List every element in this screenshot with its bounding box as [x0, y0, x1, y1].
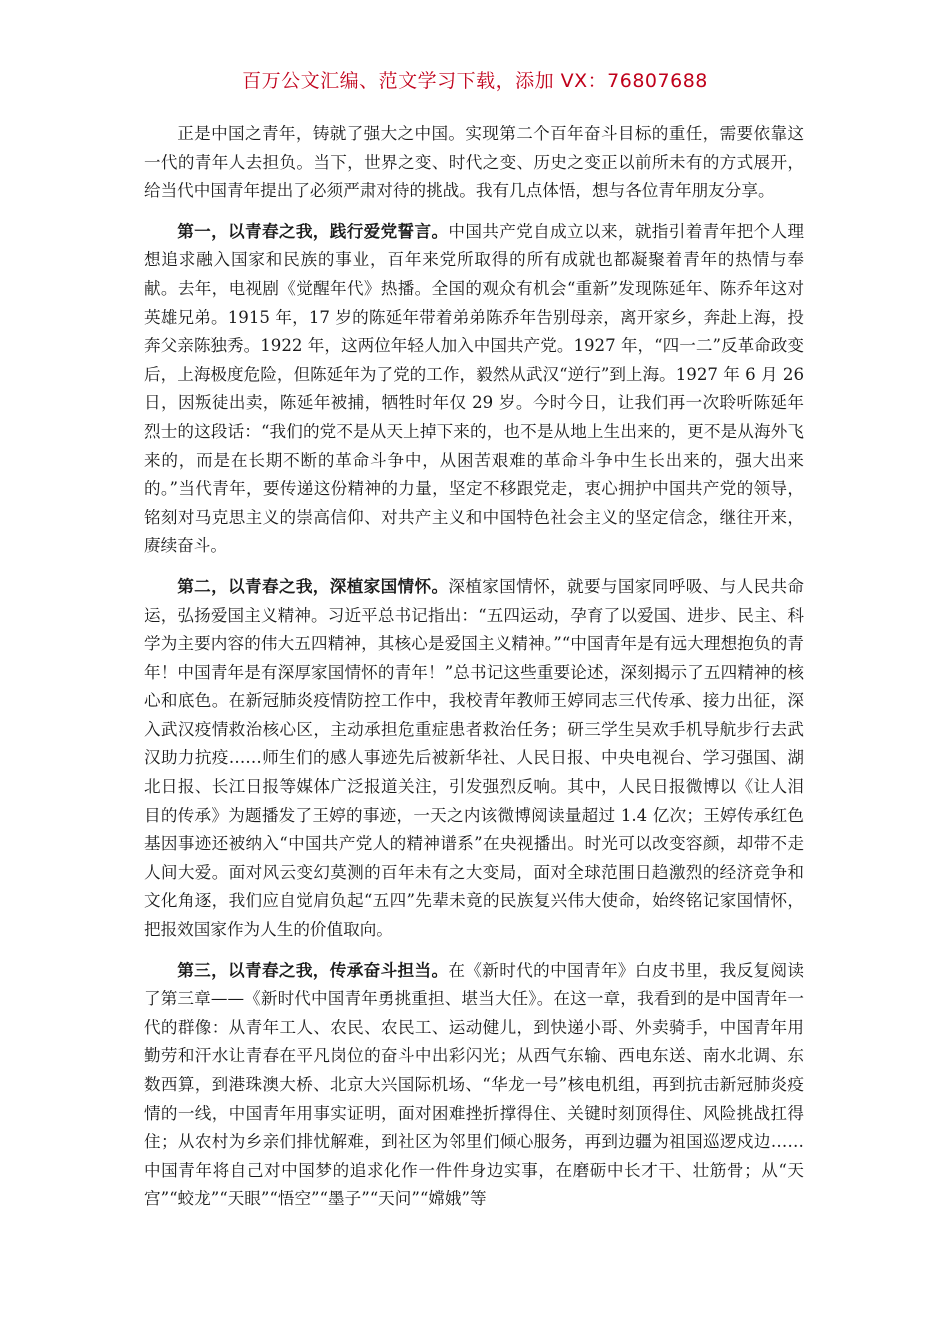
- paragraph-third-point: [144, 957, 804, 1214]
- paragraph-first-point: [144, 218, 804, 561]
- paragraph-lead-heading: 第一，以青春之我，践行爱党誓言。: [177, 221, 449, 241]
- paragraph-text: 深植家国情怀，就要与国家同呼吸、与人民共命运，弘扬爱国主义精神。习近平总书记指出：“五四运动，孕育了以爱国、进步、民主、科学为主要内容的伟大五四精神，其核心是爱国主义精神。”“中国青年是有远大理想抱负的青年！中国青年是有深厚家国情怀的青年！”总书记这些重要论述，深刻揭示了五四精神的核心和底色。在新冠肺炎疫情防控工作中，我校青年教师王婷同志三代传承、接力出征，深入武汉疫情救治核心区，主动承担危重症患者救治任务；研三学生吴欢手机导航步行去武汉助力抗疫……师生们的感人事迹先后被新华社、人民日报、中央电视台、学习强国、湖北日报、长江日报等媒体广泛报道关注，引发强烈反响。其中，人民日报微博以《让人泪目的传承》为题播发了王婷的事迹，一天之内该微博阅读量超过 1.4 亿次；王婷传承红色基因事迹还被纳入“中国共产党人的精神谱系”在央视播出。时光可以改变容颜，却带不走人间大爱。面对风云变幻莫测的百年未有之大变局，面对全球范围日趋激烈的经济竞争和文化角逐，我们应自觉肩负起“五四”先辈未竟的民族复兴伟大使命，始终铭记家国情怀，把报效国家作为人生的价值取向。: [144, 576, 805, 940]
- page-header-notice: 百万公文汇编、范文学习下载，添加 VX：76807688: [242, 70, 708, 92]
- paragraph-lead-heading: 第二，以青春之我，深植家国情怀。: [177, 576, 449, 596]
- paragraph-second-point: [144, 573, 804, 945]
- paragraph-lead-heading: 第三，以青春之我，传承奋斗担当。: [177, 960, 449, 980]
- paragraph-text: 中国共产党自成立以来，就指引着青年把个人理想追求融入国家和民族的事业，百年来党所取得的所有成就也都凝聚着青年的热情与奉献。去年，电视剧《觉醒年代》热播。全国的观众有机会“重新”发现陈延年、陈乔年这对英雄兄弟。1915 年，17 岁的陈延年带着弟弟陈乔年告别母亲，离开家乡，奔赴上海，投奔父亲陈独秀。1922 年，这两位年轻人加入中国共产党。1927 年，“四一二”反革命政变后，上海极度危险，但陈延年为了党的工作，毅然从武汉“逆行”到上海。1927 年 6 月 26 日，因叛徒出卖，陈延年被捕，牺牲时年仅 29 岁。今时今日，让我们再一次聆听陈延年烈士的这段话：“我们的党不是从天上掉下来的，也不是从地上生出来的，更不是从海外飞来的，而是在长期不断的革命斗争中，从困苦艰难的革命斗争中生长出来的，强大出来的。”当代青年，要传递这份精神的力量，坚定不移跟党走，衷心拥护中国共产党的领导，铭刻对马克思主义的崇高信仰、对共产主义和中国特色社会主义的坚定信念，继往开来，赓续奋斗。: [144, 221, 805, 556]
- paragraph-text: 正是中国之青年，铸就了强大之中国。实现第二个百年奋斗目标的重任，需要依靠这一代的青年人去担负。当下，世界之变、时代之变、历史之变正以前所未有的方式展开，给当代中国青年提出了必须严肃对待的挑战。我有几点体悟，想与各位青年朋友分享。: [144, 124, 804, 201]
- document-body: [144, 120, 804, 1214]
- paragraph-text: 在《新时代的中国青年》白皮书里，我反复阅读了第三章——《新时代中国青年勇挑重担、堪当大任》。在这一章，我看到的是中国青年一代的群像：从青年工人、农民、农民工、运动健儿，到快递小哥、外卖骑手，中国青年用勤劳和汗水让青春在平凡岗位的奋斗中出彩闪光；从西气东输、西电东送、南水北调、东数西算，到港珠澳大桥、北京大兴国际机场、“华龙一号”核电机组，再到抗击新冠肺炎疫情的一线，中国青年用事实证明，面对困难挫折撑得住、关键时刻顶得住、风险挑战扛得住；从农村为乡亲们排忧解难，到社区为邻里们倾心服务，再到边疆为祖国巡逻戍边……中国青年将自己对中国梦的追求化作一件件身边实事，在磨砺中长才干、壮筋骨；从“天宫”“蛟龙”“天眼”“悟空”“墨子”“天问”“嫦娥”等: [144, 960, 805, 1209]
- paragraph-intro: [144, 120, 804, 206]
